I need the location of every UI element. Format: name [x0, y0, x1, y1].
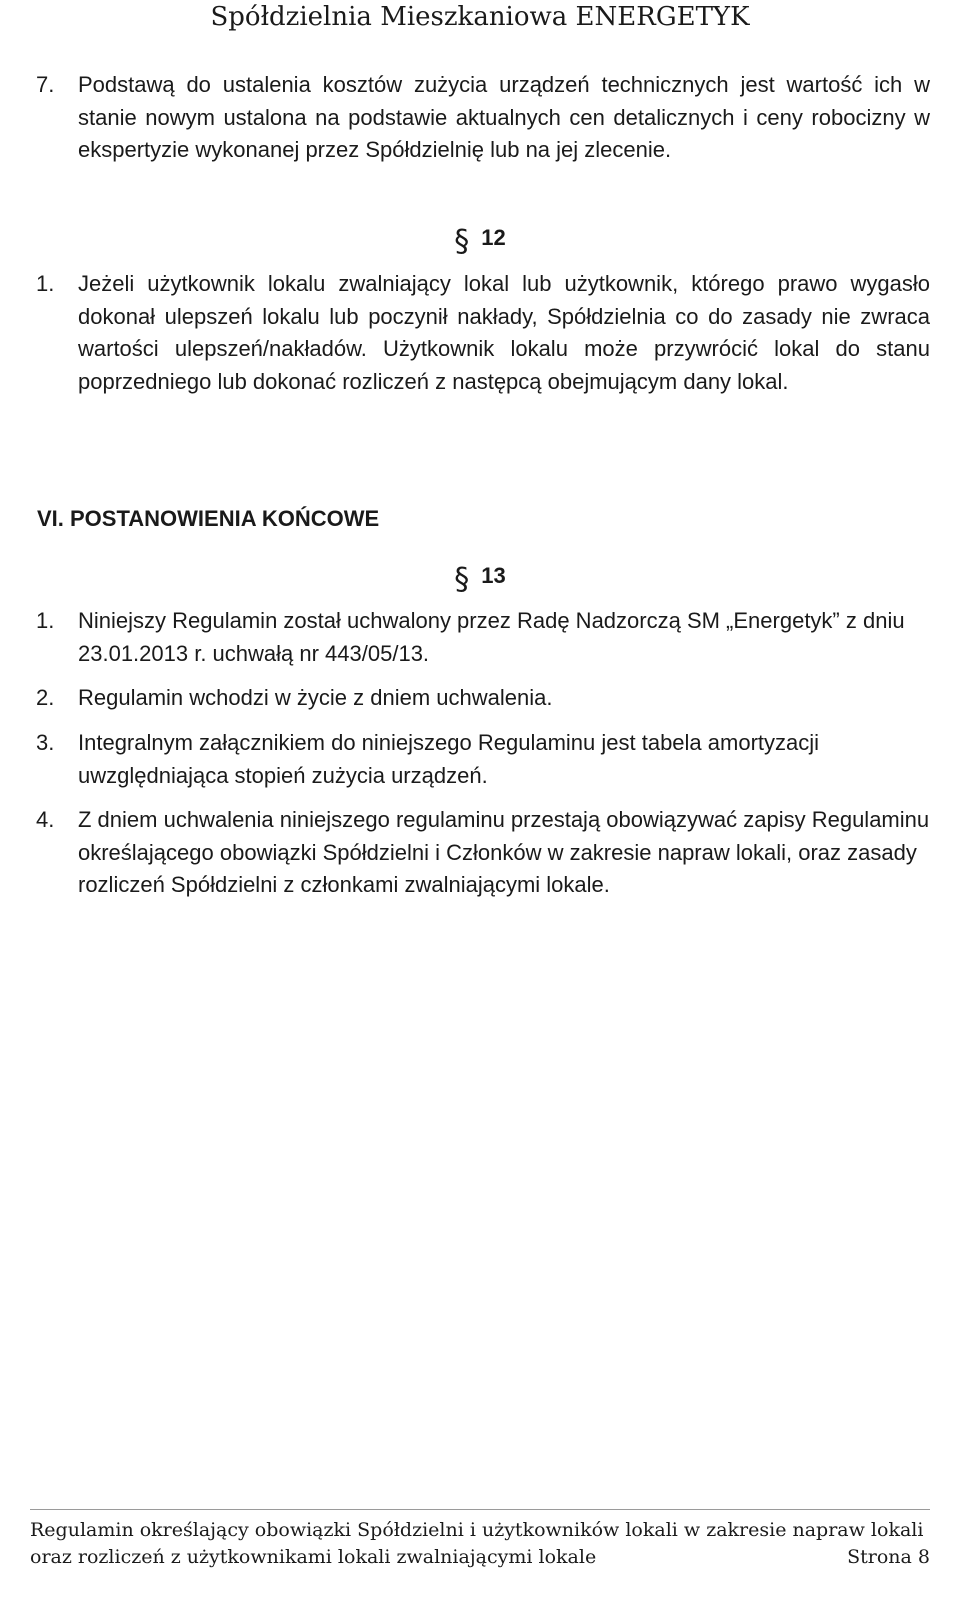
list-item-text: Niniejszy Regulamin został uchwalony przez Radę Nadzorczą SM „Energetyk” z dniu 23.01.2013 r. uchwałą nr 443/05/13. — [78, 608, 905, 666]
paragraph-number: 12 — [481, 225, 506, 250]
list-item-text: Podstawą do ustalenia kosztów zużycia urządzeń technicznych jest wartość ich w stanie nowym ustalona na podstawie aktualnych cen detalicznych i ceny robocizny w ekspertyzie wykonanej przez Spółdzielnię lub na jej zlecenie. — [78, 72, 930, 162]
list-item-13-3 — [36, 727, 930, 792]
list-item-number: 2. — [36, 685, 55, 710]
list-item-text: Z dniem uchwalenia niniejszego regulaminu przestają obowiązywać zapisy Regulaminu określającego obowiązki Spółdzielni i Członków w zakresie napraw lokali, oraz zasady rozliczeń Spółdzielni z członkami zwalniającymi lokale. — [78, 807, 930, 897]
footer-line-1 — [30, 1516, 930, 1544]
list-item-number: 4. — [36, 807, 55, 832]
list-item-number: 1. — [36, 271, 55, 296]
section-sign-icon: § — [454, 562, 470, 597]
header-title: Spółdzielnia Mieszkaniowa ENERGETYK — [210, 2, 750, 32]
footer-divider — [30, 1509, 930, 1510]
list-item-13-4 — [36, 804, 930, 902]
footer-text: Regulamin określający obowiązki Spółdzielni i użytkowników lokali w zakresie napraw lokali — [30, 1519, 924, 1541]
footer-text: oraz rozliczeń z użytkownikami lokali zwalniającymi lokale — [30, 1546, 597, 1568]
paragraph-number: 13 — [481, 563, 506, 588]
list-item-number: 3. — [36, 730, 55, 755]
list-item-text: Regulamin wchodzi w życie z dniem uchwalenia. — [78, 685, 553, 710]
page-header — [0, 0, 960, 34]
paragraph-heading-13 — [0, 562, 960, 597]
list-item-7 — [36, 69, 930, 167]
list-item-text: Jeżeli użytkownik lokalu zwalniający lokal lub użytkownik, którego prawo wygasło dokonał ulepszeń lokalu lub poczynił nakłady, Spółdzielnia co do zasady nie zwraca wartości ulepszeń/nakładów. Użytkownik lokalu może przywrócić lokal do stanu poprzedniego lub dokonać rozliczeń z następcą obejmującym dany lokal. — [78, 271, 930, 394]
section-title: VI. POSTANOWIENIA KOŃCOWE — [37, 506, 380, 531]
footer-line-2 — [30, 1543, 930, 1571]
list-item-number: 1. — [36, 608, 55, 633]
list-item-text: Integralnym załącznikiem do niniejszego Regulaminu jest tabela amortyzacji uwzględniająca stopień zużycia urządzeń. — [78, 730, 820, 788]
page-number: Strona 8 — [847, 1546, 930, 1568]
list-item-13-1 — [36, 605, 930, 670]
list-item-12-1 — [36, 268, 930, 398]
paragraph-heading-12 — [0, 224, 960, 259]
list-item-13-2 — [36, 682, 930, 715]
section-sign-icon: § — [454, 224, 470, 259]
list-item-number: 7. — [36, 72, 55, 97]
